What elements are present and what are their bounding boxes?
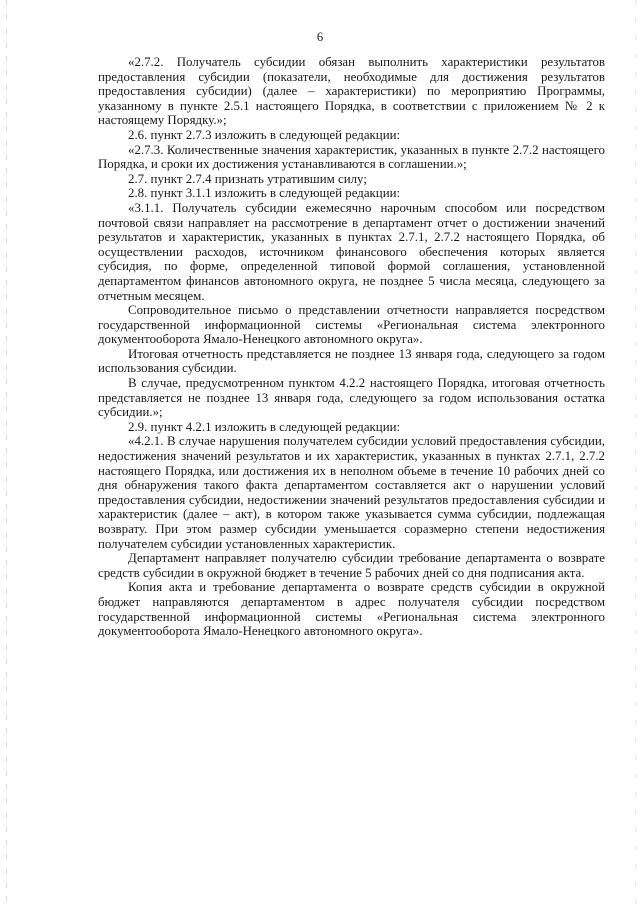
paragraph-3-1-1: «3.1.1. Получатель субсидии ежемесячно нарочным способом или посредством почтовой связи направляет на рассмотрение в департамент отчет о достижении значений результатов и характеристик, указанных в пунктах 2.7.1, 2.7.2 настоящего Порядка, об осуществлении расходов, источником финансового обеспечения которых является субсидия, по форме, определенной типовой формой соглашения, установленной департаментом финансов автономного округа, не позднее 5 числа месяца, следующего за отчетным месяцем. [98, 200, 605, 303]
paragraph-2-7-3: «2.7.3. Количественные значения характеристик, указанных в пункте 2.7.2 настоящего Порядка, и сроки их достижения устанавливаются в соглашении.»; [98, 142, 605, 172]
paragraph-refund-demand: Департамент направляет получателю субсидии требование департамента о возврате средств субсидии в окружной бюджет в течение 5 рабочих дней со дня подписания акта. [98, 551, 605, 580]
paragraph-amend-2-8: 2.8. пункт 3.1.1 изложить в следующей редакции: [128, 186, 401, 201]
paragraph-act-copy: Копия акта и требование департамента о возврате средств субсидии в окружной бюджет направляются департаментом в адрес получателя субсидии посредством государственной информационной системы «Региональная система электронного документооборота Ямало-Ненецкого автономного округа». [98, 580, 605, 639]
paragraph-final-report: Итоговая отчетность представляется не позднее 13 января года, следующего за годом использования субсидии. [98, 346, 605, 376]
paragraph-amend-2-6: 2.6. пункт 2.7.3 изложить в следующей редакции: [128, 127, 401, 142]
scan-edge-right [635, 0, 636, 905]
paragraph-2-7-2: «2.7.2. Получатель субсидии обязан выполнить характеристики результатов предоставления субсидии (показатели, необходимые для достижения результатов предоставления субсидии) (далее – характеристики) по мероприятию Программы, указанному в пункте 2.5.1 настоящего Порядка, в соответствии с приложением № 2 к настоящему Порядку.»; [98, 55, 605, 128]
scan-edge-left [6, 0, 7, 905]
page-number: 6 [316, 30, 324, 44]
paragraph-final-report-remainder: В случае, предусмотренном пунктом 4.2.2 настоящего Порядка, итоговая отчетность представляется не позднее 13 января года, следующего за годом использования остатка субсидии.»; [98, 376, 605, 420]
paragraph-4-2-1: «4.2.1. В случае нарушения получателем субсидии условий предоставления субсидии, недостижения значений результатов и их характеристик, указанных в пунктах 2.7.1, 2.7.2 настоящего Порядка, или достижения их в неполном объеме в течение 10 рабочих дней со дня обнаружения такого факта департаментом составляется акт о нарушении условий предоставления субсидии, недостижении значений результатов предоставления субсидии и характеристик (далее – акт), в котором также указывается сумма субсидии, подлежащая возврату. При этом размер субсидии уменьшается соразмерно степени недостижения получателем субсидии установленных характеристик. [98, 434, 605, 551]
document-body [98, 55, 605, 639]
paragraph-amend-2-9: 2.9. пункт 4.2.1 изложить в следующей редакции: [128, 419, 401, 434]
paragraph-cover-letter: Сопроводительное письмо о представлении отчетности направляется посредством государственной информационной системы «Региональная система электронного документооборота Ямало-Ненецкого автономного округа». [98, 303, 605, 347]
paragraph-amend-2-7: 2.7. пункт 2.7.4 признать утратившим силу; [128, 171, 367, 186]
